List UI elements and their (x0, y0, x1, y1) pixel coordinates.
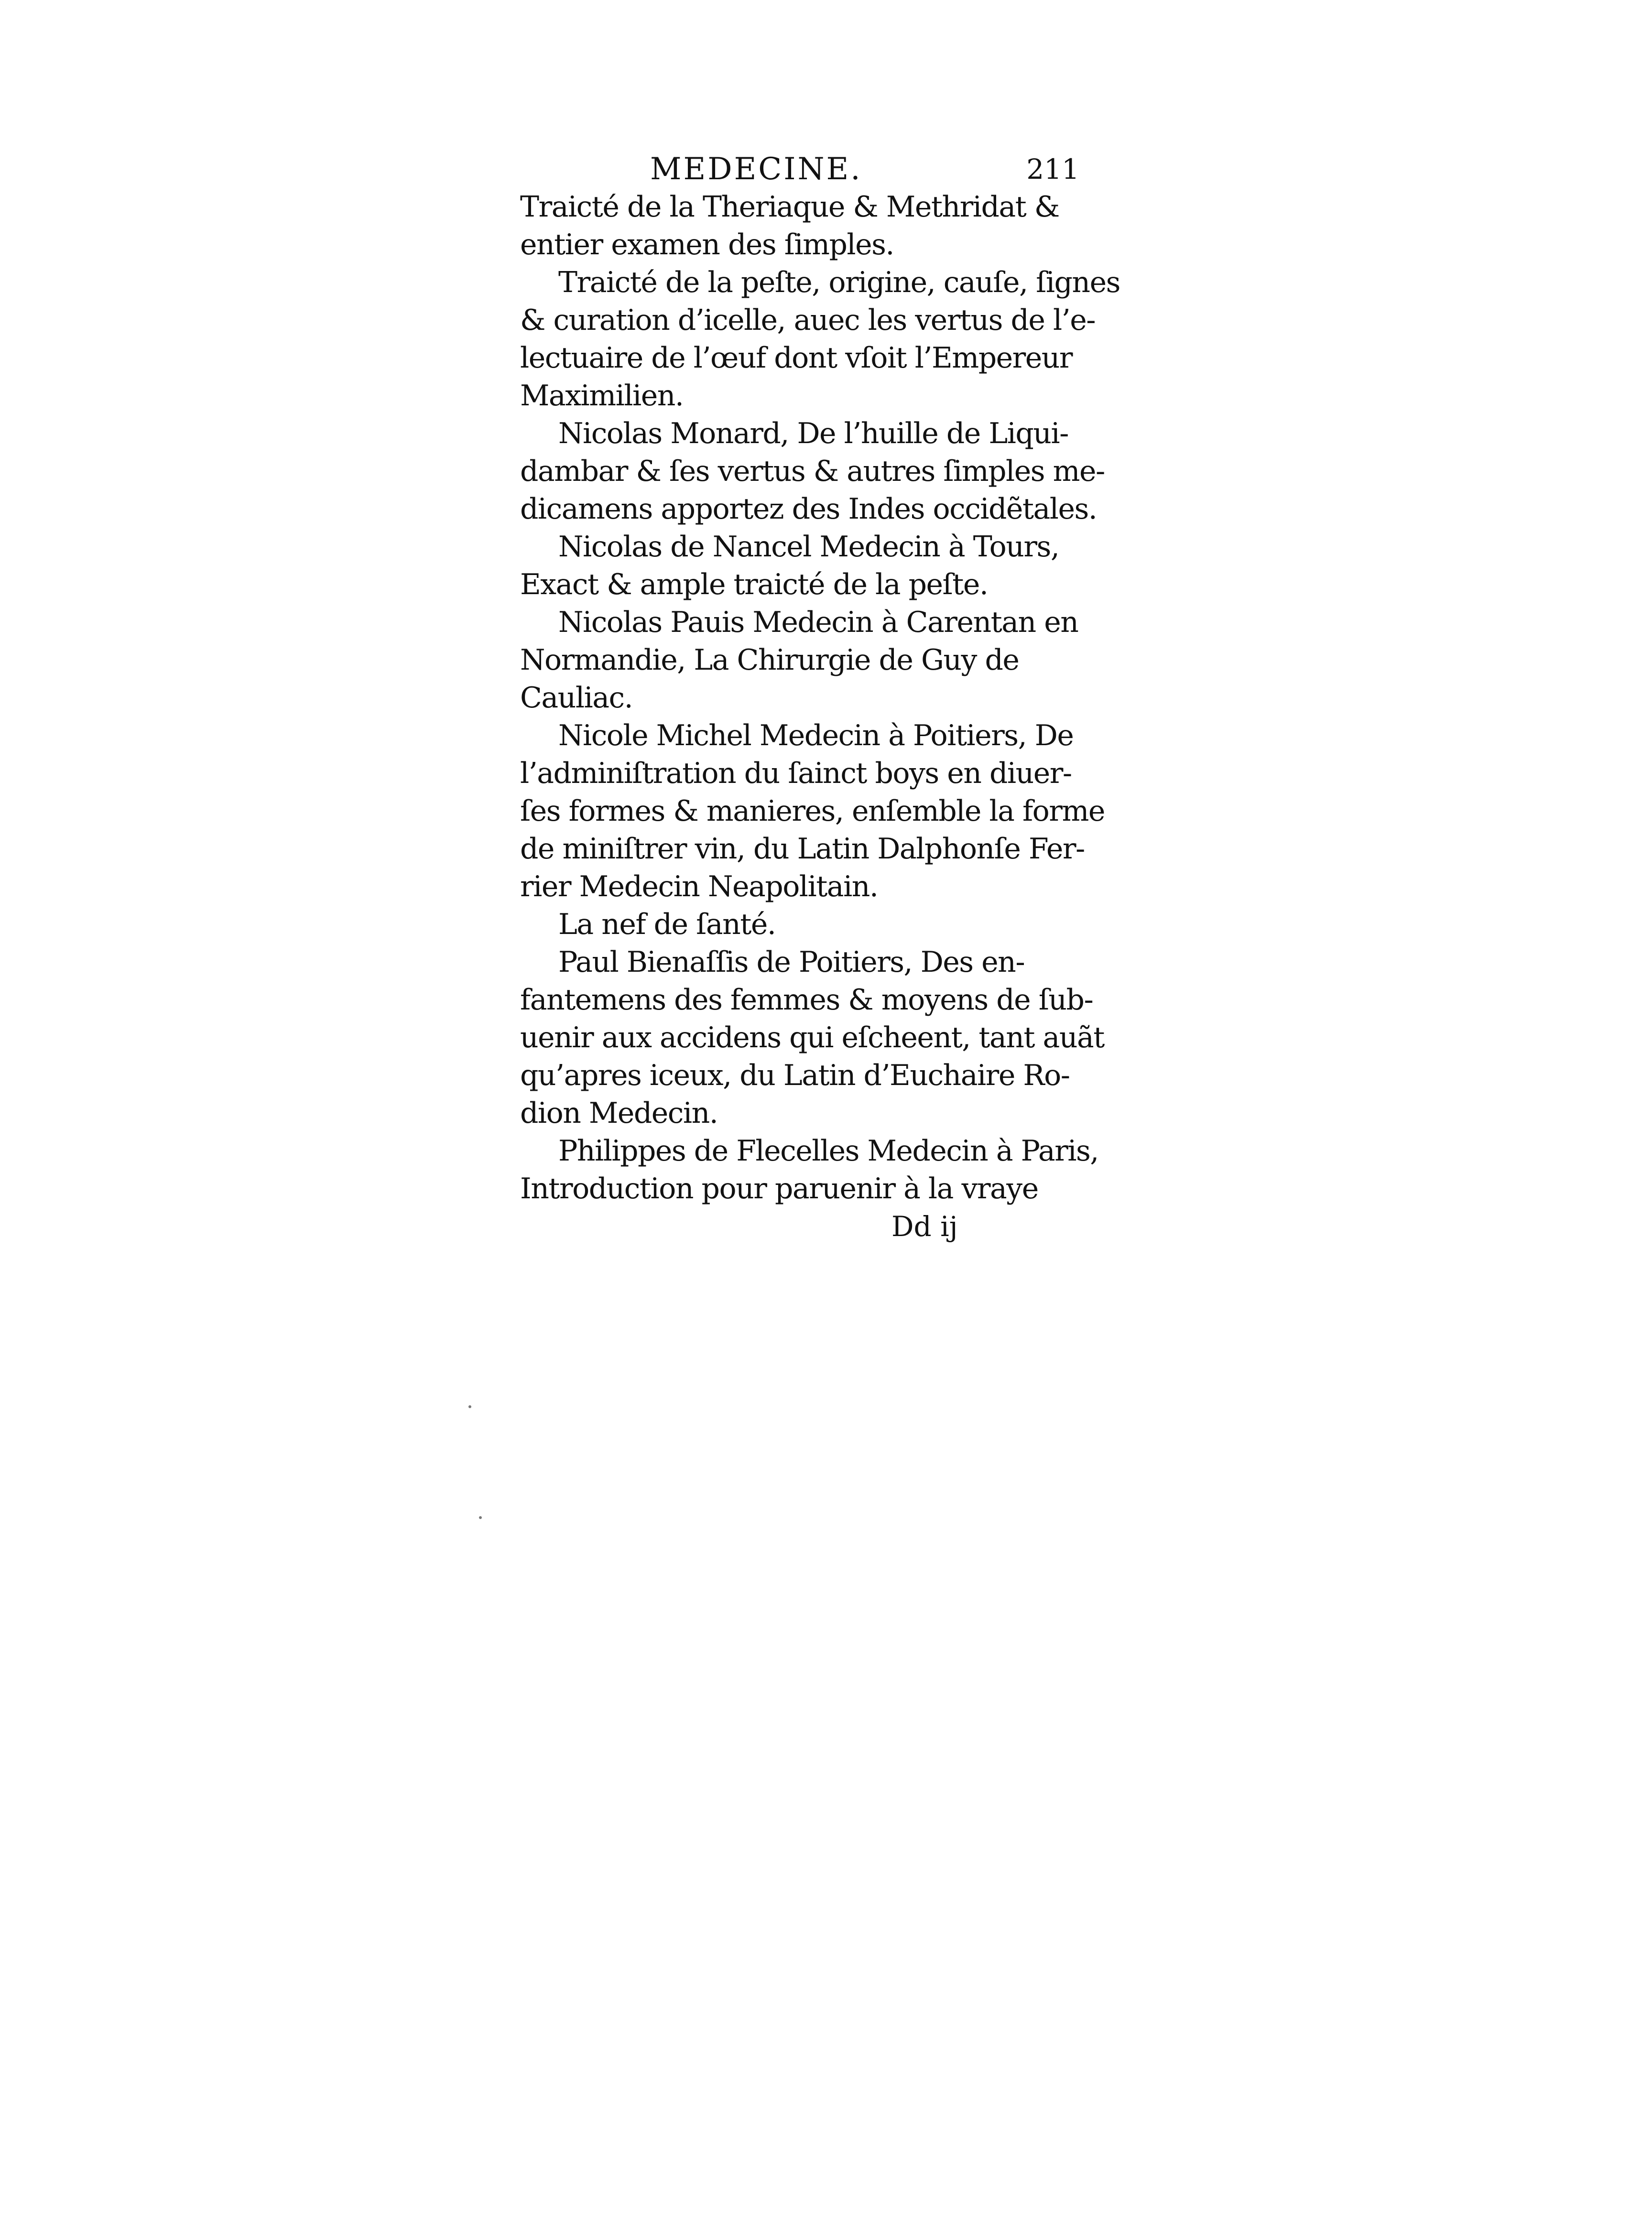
page-text-block (520, 151, 1120, 1246)
signature-mark: Dd ij (891, 1210, 958, 1243)
text-line: dion Medecin. (520, 1096, 718, 1130)
text-line: qu’apres iceux, du Latin d’Euchaire Ro- (520, 1059, 1070, 1092)
text-line: entier examen des ſimples. (520, 228, 894, 261)
text-line: Maximilien. (520, 379, 684, 412)
text-line: ſes formes & manieres, enſemble la forme (520, 794, 1105, 828)
text-line: Traicté de la Theriaque & Methridat & (520, 190, 1059, 224)
text-line: Normandie, La Chirurgie de Guy de (520, 643, 1019, 677)
page-header (520, 151, 1079, 188)
text-line: Nicolas Pauis Medecin à Carentan en (558, 606, 1078, 639)
text-line: Nicolas de Nancel Medecin à Tours, (558, 530, 1059, 564)
text-line: l’adminiſtration du ſainct boys en diuer- (520, 757, 1072, 790)
text-line: Exact & ample traicté de la peſte. (520, 568, 988, 601)
paper-speck (479, 1516, 482, 1519)
text-line: Nicole Michel Medecin à Poitiers, De (558, 719, 1074, 752)
text-line: dambar & ſes vertus & autres ſimples me- (520, 455, 1105, 488)
running-head: MEDECINE. (650, 152, 862, 187)
page-footer (520, 1208, 1079, 1246)
paper-speck (468, 1405, 471, 1408)
page-number: 211 (1026, 153, 1079, 185)
text-line: Paul Bienaſſis de Poitiers, Des en- (558, 945, 1025, 979)
text-line: La nef de ſanté. (558, 908, 776, 941)
text-line: fantemens des femmes & moyens de ſub- (520, 983, 1093, 1017)
text-line: lectuaire de l’œuf dont vſoit l’Empereur (520, 341, 1073, 375)
text-line: Traicté de la peſte, origine, cauſe, ſignes (558, 266, 1120, 299)
text-line: Nicolas Monard, De l’huille de Liqui- (558, 417, 1068, 450)
text-line: Introduction pour paruenir à la vraye (520, 1172, 1038, 1205)
text-line: Philippes de Flecelles Medecin à Paris, (558, 1134, 1098, 1168)
text-line: & curation d’icelle, auec les vertus de l’e- (520, 304, 1096, 337)
text-line: Cauliac. (520, 681, 633, 715)
text-line: dicamens apportez des Indes occidẽtales. (520, 492, 1097, 526)
text-line: rier Medecin Neapolitain. (520, 870, 878, 903)
text-line: de miniſtrer vin, du Latin Dalphonſe Fer- (520, 832, 1085, 866)
text-line: uenir aux accidens qui eſcheent, tant auãt (520, 1021, 1104, 1054)
